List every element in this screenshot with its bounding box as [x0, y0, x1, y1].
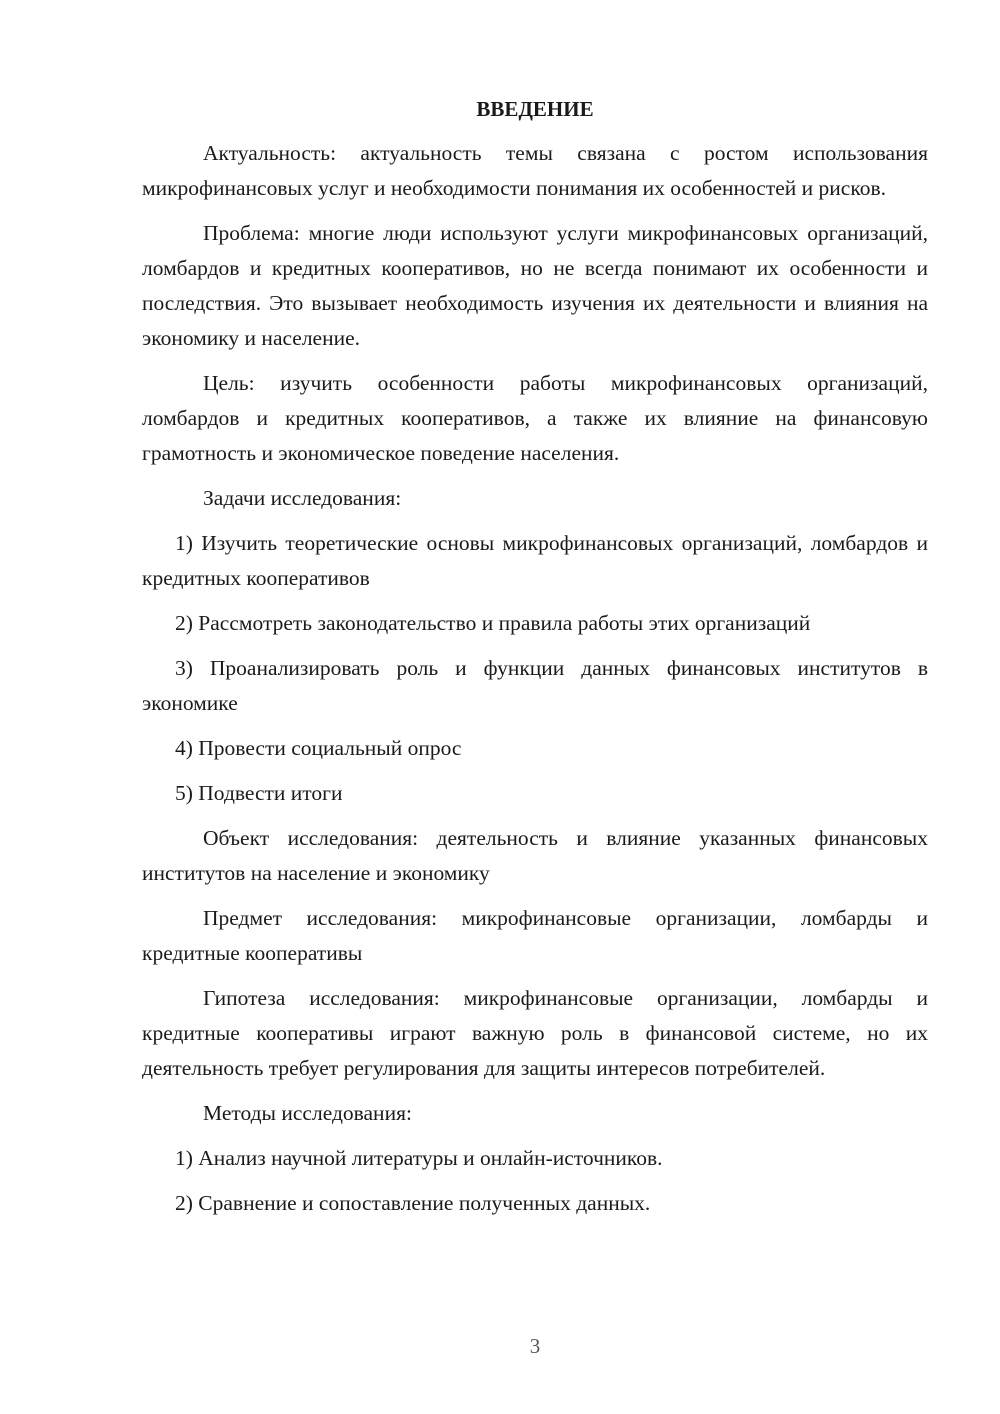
methods-heading: Методы исследования: [203, 1101, 412, 1125]
task-item: 5) Подвести итоги [175, 781, 343, 805]
page-number: 3 [529, 1334, 541, 1358]
methods-list [142, 1141, 928, 1221]
task-item: 1) Изучить теоретические основы микрофинансовых организаций, ломбардов и кредитных кооперативов [142, 531, 928, 590]
method-item: 1) Анализ научной литературы и онлайн-источников. [175, 1146, 663, 1170]
problem-paragraph: Проблема: многие люди используют услуги микрофинансовых организаций, ломбардов и кредитных кооперативов, но не всегда понимают их особенности и последствия. Это вызывает необходимость изучения их деятельности и влияния на экономику и население. [142, 221, 928, 350]
subject-paragraph: Предмет исследования: микрофинансовые организации, ломбарды и кредитные кооперативы [142, 906, 928, 965]
task-item: 4) Провести социальный опрос [175, 736, 462, 760]
tasks-heading: Задачи исследования: [203, 486, 402, 510]
task-item: 3) Проанализировать роль и функции данных финансовых институтов в экономике [142, 656, 928, 715]
tasks-list [142, 526, 928, 811]
goal-paragraph: Цель: изучить особенности работы микрофинансовых организаций, ломбардов и кредитных кооперативов, а также их влияние на финансовую грамотность и экономическое поведение населения. [142, 371, 928, 465]
task-item: 2) Рассмотреть законодательство и правила работы этих организаций [175, 611, 811, 635]
page-content [142, 94, 928, 1231]
relevance-paragraph: Актуальность: актуальность темы связана с ростом использования микрофинансовых услуг и необходимости понимания их особенностей и рисков. [142, 141, 928, 200]
page-title: ВВЕДЕНИЕ [476, 97, 594, 121]
method-item: 2) Сравнение и сопоставление полученных данных. [175, 1191, 651, 1215]
hypothesis-paragraph: Гипотеза исследования: микрофинансовые организации, ломбарды и кредитные кооперативы играют важную роль в финансовой системе, но их деятельность требует регулирования для защиты интересов потребителей. [142, 986, 928, 1080]
object-paragraph: Объект исследования: деятельность и влияние указанных финансовых институтов на население и экономику [142, 826, 928, 885]
